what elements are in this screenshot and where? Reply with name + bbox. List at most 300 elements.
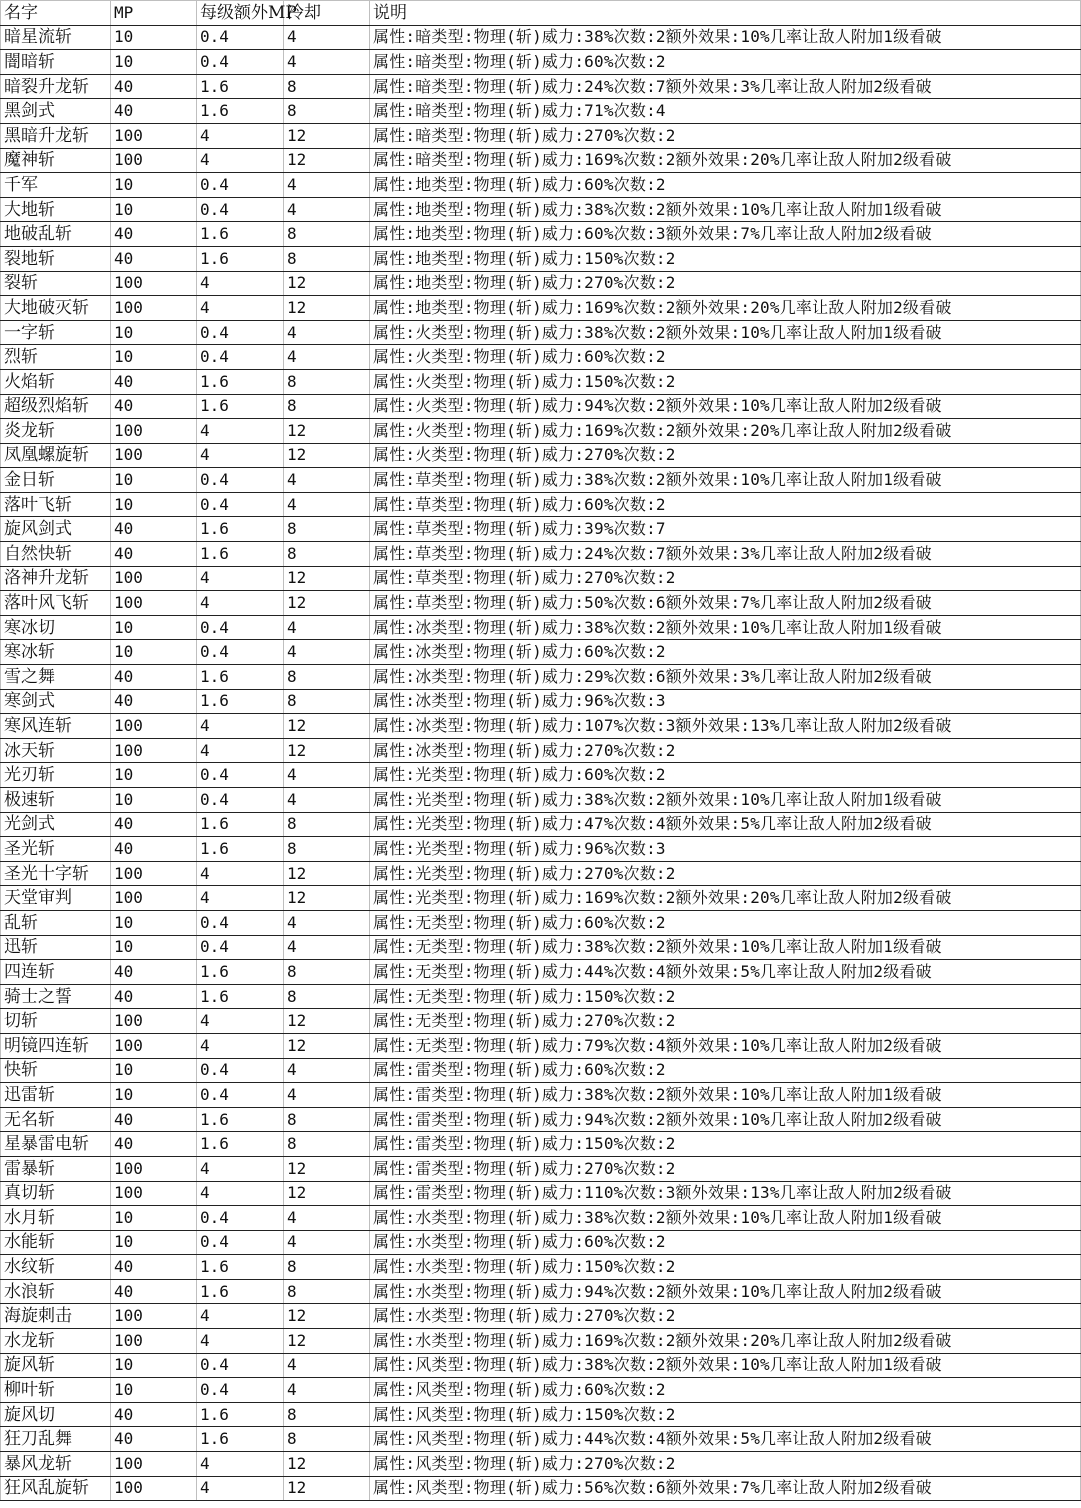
mp-cell: 10: [111, 1058, 197, 1083]
description-cell: 属性:无类型:物理(斩)威力:38%次数:2额外效果:10%几率让敌人附加1级看破: [370, 935, 1081, 960]
table-row: [1, 1255, 1081, 1280]
mp-cell: 10: [111, 50, 197, 75]
extra-mp-cell: 4: [197, 1009, 284, 1034]
cooldown-cell: 4: [284, 640, 370, 665]
extra-mp-cell: 1.6: [197, 984, 284, 1009]
table-row: [1, 788, 1081, 813]
cooldown-cell: 8: [284, 1279, 370, 1304]
skill-name-cell: 黑暗升龙斩: [1, 123, 111, 148]
skill-name-cell: 旋风切: [1, 1402, 111, 1427]
extra-mp-cell: 4: [197, 886, 284, 911]
header-description: 说明: [370, 1, 1081, 26]
skill-name-cell: 冰天斩: [1, 738, 111, 763]
description-cell: 属性:草类型:物理(斩)威力:38%次数:2额外效果:10%几率让敌人附加1级看破: [370, 468, 1081, 493]
table-row: [1, 542, 1081, 567]
mp-cell: 40: [111, 1255, 197, 1280]
cooldown-cell: 12: [284, 886, 370, 911]
cooldown-cell: 4: [284, 492, 370, 517]
mp-cell: 40: [111, 984, 197, 1009]
mp-cell: 40: [111, 542, 197, 567]
table-row: [1, 1206, 1081, 1231]
table-row: [1, 861, 1081, 886]
description-cell: 属性:无类型:物理(斩)威力:270%次数:2: [370, 1009, 1081, 1034]
extra-mp-cell: 4: [197, 738, 284, 763]
skill-name-cell: 柳叶斩: [1, 1378, 111, 1403]
description-cell: 属性:风类型:物理(斩)威力:44%次数:4额外效果:5%几率让敌人附加2级看破: [370, 1427, 1081, 1452]
mp-cell: 10: [111, 788, 197, 813]
skill-name-cell: 落叶飞斩: [1, 492, 111, 517]
mp-cell: 40: [111, 394, 197, 419]
skill-name-cell: 大地破灭斩: [1, 296, 111, 321]
skill-name-cell: 寒冰切: [1, 615, 111, 640]
cooldown-cell: 12: [284, 443, 370, 468]
mp-cell: 40: [111, 1402, 197, 1427]
skill-name-cell: 水能斩: [1, 1230, 111, 1255]
extra-mp-cell: 0.4: [197, 320, 284, 345]
table-row: [1, 812, 1081, 837]
description-cell: 属性:无类型:物理(斩)威力:44%次数:4额外效果:5%几率让敌人附加2级看破: [370, 960, 1081, 985]
mp-cell: 10: [111, 492, 197, 517]
skill-name-cell: 水月斩: [1, 1206, 111, 1231]
description-cell: 属性:水类型:物理(斩)威力:38%次数:2额外效果:10%几率让敌人附加1级看破: [370, 1206, 1081, 1231]
description-cell: 属性:风类型:物理(斩)威力:150%次数:2: [370, 1402, 1081, 1427]
extra-mp-cell: 4: [197, 1476, 284, 1501]
mp-cell: 100: [111, 714, 197, 739]
extra-mp-cell: 1.6: [197, 1255, 284, 1280]
extra-mp-cell: 1.6: [197, 1107, 284, 1132]
mp-cell: 40: [111, 837, 197, 862]
cooldown-cell: 8: [284, 517, 370, 542]
mp-cell: 10: [111, 197, 197, 222]
description-cell: 属性:风类型:物理(斩)威力:60%次数:2: [370, 1378, 1081, 1403]
extra-mp-cell: 4: [197, 566, 284, 591]
skill-name-cell: 超级烈焰斩: [1, 394, 111, 419]
mp-cell: 100: [111, 886, 197, 911]
cooldown-cell: 8: [284, 74, 370, 99]
skill-name-cell: 寒风连斩: [1, 714, 111, 739]
cooldown-cell: 12: [284, 1452, 370, 1477]
table-row: [1, 566, 1081, 591]
extra-mp-cell: 1.6: [197, 542, 284, 567]
skill-name-cell: 大地斩: [1, 197, 111, 222]
skill-name-cell: 凤凰螺旋斩: [1, 443, 111, 468]
table-row: [1, 296, 1081, 321]
skill-name-cell: 雷暴斩: [1, 1156, 111, 1181]
mp-cell: 100: [111, 566, 197, 591]
description-cell: 属性:暗类型:物理(斩)威力:60%次数:2: [370, 50, 1081, 75]
mp-cell: 40: [111, 246, 197, 271]
table-row: [1, 1033, 1081, 1058]
table-row: [1, 173, 1081, 198]
cooldown-cell: 4: [284, 197, 370, 222]
cooldown-cell: 4: [284, 1206, 370, 1231]
skill-name-cell: 骑士之誓: [1, 984, 111, 1009]
extra-mp-cell: 4: [197, 148, 284, 173]
extra-mp-cell: 4: [197, 1181, 284, 1206]
description-cell: 属性:无类型:物理(斩)威力:79%次数:4额外效果:10%几率让敌人附加2级看破: [370, 1033, 1081, 1058]
description-cell: 属性:草类型:物理(斩)威力:39%次数:7: [370, 517, 1081, 542]
table-row: [1, 320, 1081, 345]
extra-mp-cell: 0.4: [197, 1378, 284, 1403]
description-cell: 属性:暗类型:物理(斩)威力:24%次数:7额外效果:3%几率让敌人附加2级看破: [370, 74, 1081, 99]
description-cell: 属性:水类型:物理(斩)威力:270%次数:2: [370, 1304, 1081, 1329]
skill-name-cell: 暗裂升龙斩: [1, 74, 111, 99]
extra-mp-cell: 1.6: [197, 1427, 284, 1452]
table-row: [1, 640, 1081, 665]
description-cell: 属性:水类型:物理(斩)威力:94%次数:2额外效果:10%几率让敌人附加2级看破: [370, 1279, 1081, 1304]
description-cell: 属性:水类型:物理(斩)威力:150%次数:2: [370, 1255, 1081, 1280]
cooldown-cell: 4: [284, 320, 370, 345]
extra-mp-cell: 0.4: [197, 173, 284, 198]
table-row: [1, 615, 1081, 640]
extra-mp-cell: 0.4: [197, 1058, 284, 1083]
mp-cell: 100: [111, 1009, 197, 1034]
description-cell: 属性:雷类型:物理(斩)威力:60%次数:2: [370, 1058, 1081, 1083]
description-cell: 属性:地类型:物理(斩)威力:150%次数:2: [370, 246, 1081, 271]
skill-name-cell: 快斩: [1, 1058, 111, 1083]
skill-name-cell: 天堂审判: [1, 886, 111, 911]
extra-mp-cell: 4: [197, 591, 284, 616]
header-extra-mp: 每级额外MP: [197, 1, 284, 26]
description-cell: 属性:冰类型:物理(斩)威力:38%次数:2额外效果:10%几率让敌人附加1级看破: [370, 615, 1081, 640]
skill-name-cell: 光刃斩: [1, 763, 111, 788]
cooldown-cell: 8: [284, 394, 370, 419]
cooldown-cell: 12: [284, 1476, 370, 1501]
mp-cell: 10: [111, 615, 197, 640]
mp-cell: 10: [111, 935, 197, 960]
extra-mp-cell: 0.4: [197, 910, 284, 935]
extra-mp-cell: 0.4: [197, 1083, 284, 1108]
skill-name-cell: 海旋刺击: [1, 1304, 111, 1329]
description-cell: 属性:光类型:物理(斩)威力:60%次数:2: [370, 763, 1081, 788]
extra-mp-cell: 1.6: [197, 689, 284, 714]
table-row: [1, 935, 1081, 960]
table-body: [1, 25, 1081, 1501]
table-row: [1, 689, 1081, 714]
description-cell: 属性:暗类型:物理(斩)威力:71%次数:4: [370, 99, 1081, 124]
mp-cell: 100: [111, 296, 197, 321]
extra-mp-cell: 1.6: [197, 394, 284, 419]
cooldown-cell: 8: [284, 689, 370, 714]
cooldown-cell: 8: [284, 99, 370, 124]
skill-name-cell: 暗星流斩: [1, 25, 111, 50]
table-row: [1, 1402, 1081, 1427]
description-cell: 属性:冰类型:物理(斩)威力:270%次数:2: [370, 738, 1081, 763]
skill-name-cell: 暴风龙斩: [1, 1452, 111, 1477]
extra-mp-cell: 1.6: [197, 1402, 284, 1427]
cooldown-cell: 4: [284, 763, 370, 788]
mp-cell: 40: [111, 665, 197, 690]
skill-name-cell: 水纹斩: [1, 1255, 111, 1280]
mp-cell: 100: [111, 1033, 197, 1058]
mp-cell: 10: [111, 1230, 197, 1255]
extra-mp-cell: 4: [197, 443, 284, 468]
table-row: [1, 419, 1081, 444]
description-cell: 属性:草类型:物理(斩)威力:60%次数:2: [370, 492, 1081, 517]
cooldown-cell: 12: [284, 738, 370, 763]
header-name: 名字: [1, 1, 111, 26]
table-row: [1, 1476, 1081, 1501]
skill-name-cell: 闇暗斩: [1, 50, 111, 75]
mp-cell: 100: [111, 1452, 197, 1477]
table-row: [1, 1083, 1081, 1108]
extra-mp-cell: 0.4: [197, 468, 284, 493]
mp-cell: 100: [111, 123, 197, 148]
table-row: [1, 99, 1081, 124]
description-cell: 属性:水类型:物理(斩)威力:60%次数:2: [370, 1230, 1081, 1255]
table-row: [1, 960, 1081, 985]
description-cell: 属性:无类型:物理(斩)威力:60%次数:2: [370, 910, 1081, 935]
mp-cell: 40: [111, 222, 197, 247]
table-row: [1, 50, 1081, 75]
table-row: [1, 984, 1081, 1009]
cooldown-cell: 4: [284, 1353, 370, 1378]
cooldown-cell: 4: [284, 1230, 370, 1255]
extra-mp-cell: 1.6: [197, 1132, 284, 1157]
skill-name-cell: 旋风剑式: [1, 517, 111, 542]
cooldown-cell: 12: [284, 1304, 370, 1329]
cooldown-cell: 4: [284, 615, 370, 640]
cooldown-cell: 12: [284, 714, 370, 739]
table-row: [1, 1304, 1081, 1329]
extra-mp-cell: 1.6: [197, 517, 284, 542]
cooldown-cell: 8: [284, 812, 370, 837]
skill-name-cell: 圣光十字斩: [1, 861, 111, 886]
extra-mp-cell: 1.6: [197, 222, 284, 247]
extra-mp-cell: 4: [197, 1452, 284, 1477]
mp-cell: 10: [111, 1353, 197, 1378]
cooldown-cell: 4: [284, 345, 370, 370]
description-cell: 属性:风类型:物理(斩)威力:270%次数:2: [370, 1452, 1081, 1477]
description-cell: 属性:风类型:物理(斩)威力:38%次数:2额外效果:10%几率让敌人附加1级看破: [370, 1353, 1081, 1378]
table-row: [1, 123, 1081, 148]
skill-name-cell: 金日斩: [1, 468, 111, 493]
mp-cell: 40: [111, 1279, 197, 1304]
description-cell: 属性:火类型:物理(斩)威力:150%次数:2: [370, 369, 1081, 394]
skill-name-cell: 水浪斩: [1, 1279, 111, 1304]
skill-name-cell: 狂刀乱舞: [1, 1427, 111, 1452]
skill-name-cell: 迅雷斩: [1, 1083, 111, 1108]
description-cell: 属性:雷类型:物理(斩)威力:270%次数:2: [370, 1156, 1081, 1181]
skill-name-cell: 无名斩: [1, 1107, 111, 1132]
table-row: [1, 197, 1081, 222]
mp-cell: 10: [111, 468, 197, 493]
extra-mp-cell: 1.6: [197, 74, 284, 99]
cooldown-cell: 4: [284, 788, 370, 813]
mp-cell: 10: [111, 320, 197, 345]
description-cell: 属性:风类型:物理(斩)威力:56%次数:6额外效果:7%几率让敌人附加2级看破: [370, 1476, 1081, 1501]
cooldown-cell: 4: [284, 1083, 370, 1108]
table-header-row: [1, 1, 1081, 26]
skill-name-cell: 洛神升龙斩: [1, 566, 111, 591]
skill-name-cell: 旋风斩: [1, 1353, 111, 1378]
mp-cell: 40: [111, 1107, 197, 1132]
description-cell: 属性:草类型:物理(斩)威力:270%次数:2: [370, 566, 1081, 591]
mp-cell: 10: [111, 1083, 197, 1108]
description-cell: 属性:火类型:物理(斩)威力:38%次数:2额外效果:10%几率让敌人附加1级看破: [370, 320, 1081, 345]
extra-mp-cell: 1.6: [197, 1279, 284, 1304]
description-cell: 属性:光类型:物理(斩)威力:169%次数:2额外效果:20%几率让敌人附加2级看破: [370, 886, 1081, 911]
mp-cell: 10: [111, 1206, 197, 1231]
mp-cell: 100: [111, 1476, 197, 1501]
skill-name-cell: 乱斩: [1, 910, 111, 935]
skill-name-cell: 四连斩: [1, 960, 111, 985]
description-cell: 属性:雷类型:物理(斩)威力:150%次数:2: [370, 1132, 1081, 1157]
mp-cell: 100: [111, 1156, 197, 1181]
table-row: [1, 738, 1081, 763]
cooldown-cell: 12: [284, 148, 370, 173]
cooldown-cell: 4: [284, 25, 370, 50]
mp-cell: 40: [111, 517, 197, 542]
description-cell: 属性:地类型:物理(斩)威力:60%次数:2: [370, 173, 1081, 198]
skill-name-cell: 寒冰斩: [1, 640, 111, 665]
extra-mp-cell: 1.6: [197, 960, 284, 985]
description-cell: 属性:草类型:物理(斩)威力:24%次数:7额外效果:3%几率让敌人附加2级看破: [370, 542, 1081, 567]
extra-mp-cell: 1.6: [197, 812, 284, 837]
description-cell: 属性:地类型:物理(斩)威力:60%次数:3额外效果:7%几率让敌人附加2级看破: [370, 222, 1081, 247]
mp-cell: 100: [111, 738, 197, 763]
mp-cell: 10: [111, 25, 197, 50]
mp-cell: 40: [111, 99, 197, 124]
table-row: [1, 492, 1081, 517]
table-row: [1, 1378, 1081, 1403]
skill-name-cell: 地破乱斩: [1, 222, 111, 247]
mp-cell: 10: [111, 910, 197, 935]
skill-name-cell: 落叶风飞斩: [1, 591, 111, 616]
cooldown-cell: 8: [284, 960, 370, 985]
description-cell: 属性:暗类型:物理(斩)威力:38%次数:2额外效果:10%几率让敌人附加1级看破: [370, 25, 1081, 50]
table-row: [1, 345, 1081, 370]
skill-name-cell: 烈斩: [1, 345, 111, 370]
description-cell: 属性:冰类型:物理(斩)威力:107%次数:3额外效果:13%几率让敌人附加2级看破: [370, 714, 1081, 739]
mp-cell: 40: [111, 812, 197, 837]
table-row: [1, 1107, 1081, 1132]
table-row: [1, 1230, 1081, 1255]
description-cell: 属性:火类型:物理(斩)威力:169%次数:2额外效果:20%几率让敌人附加2级看破: [370, 419, 1081, 444]
cooldown-cell: 12: [284, 1009, 370, 1034]
table-row: [1, 910, 1081, 935]
mp-cell: 40: [111, 1132, 197, 1157]
mp-cell: 100: [111, 591, 197, 616]
description-cell: 属性:雷类型:物理(斩)威力:38%次数:2额外效果:10%几率让敌人附加1级看破: [370, 1083, 1081, 1108]
cooldown-cell: 8: [284, 222, 370, 247]
table-row: [1, 886, 1081, 911]
header-cooldown: 冷却: [284, 1, 370, 26]
mp-cell: 10: [111, 763, 197, 788]
skill-name-cell: 黑剑式: [1, 99, 111, 124]
description-cell: 属性:冰类型:物理(斩)威力:60%次数:2: [370, 640, 1081, 665]
skill-name-cell: 圣光斩: [1, 837, 111, 862]
extra-mp-cell: 0.4: [197, 25, 284, 50]
extra-mp-cell: 4: [197, 419, 284, 444]
table-row: [1, 1132, 1081, 1157]
cooldown-cell: 8: [284, 1427, 370, 1452]
extra-mp-cell: 0.4: [197, 197, 284, 222]
cooldown-cell: 12: [284, 1033, 370, 1058]
description-cell: 属性:光类型:物理(斩)威力:270%次数:2: [370, 861, 1081, 886]
extra-mp-cell: 4: [197, 1304, 284, 1329]
mp-cell: 10: [111, 640, 197, 665]
extra-mp-cell: 0.4: [197, 345, 284, 370]
extra-mp-cell: 0.4: [197, 492, 284, 517]
extra-mp-cell: 4: [197, 1033, 284, 1058]
description-cell: 属性:暗类型:物理(斩)威力:169%次数:2额外效果:20%几率让敌人附加2级看破: [370, 148, 1081, 173]
skill-name-cell: 极速斩: [1, 788, 111, 813]
table-row: [1, 1058, 1081, 1083]
description-cell: 属性:光类型:物理(斩)威力:47%次数:4额外效果:5%几率让敌人附加2级看破: [370, 812, 1081, 837]
cooldown-cell: 12: [284, 271, 370, 296]
cooldown-cell: 4: [284, 173, 370, 198]
table-row: [1, 394, 1081, 419]
description-cell: 属性:水类型:物理(斩)威力:169%次数:2额外效果:20%几率让敌人附加2级看破: [370, 1329, 1081, 1354]
extra-mp-cell: 0.4: [197, 640, 284, 665]
table-row: [1, 837, 1081, 862]
skill-name-cell: 迅斩: [1, 935, 111, 960]
cooldown-cell: 12: [284, 1156, 370, 1181]
cooldown-cell: 12: [284, 419, 370, 444]
extra-mp-cell: 4: [197, 123, 284, 148]
description-cell: 属性:火类型:物理(斩)威力:270%次数:2: [370, 443, 1081, 468]
description-cell: 属性:冰类型:物理(斩)威力:96%次数:3: [370, 689, 1081, 714]
extra-mp-cell: 0.4: [197, 935, 284, 960]
extra-mp-cell: 0.4: [197, 615, 284, 640]
cooldown-cell: 8: [284, 542, 370, 567]
cooldown-cell: 4: [284, 910, 370, 935]
skill-name-cell: 火焰斩: [1, 369, 111, 394]
extra-mp-cell: 4: [197, 714, 284, 739]
cooldown-cell: 8: [284, 1255, 370, 1280]
cooldown-cell: 12: [284, 296, 370, 321]
extra-mp-cell: 0.4: [197, 1353, 284, 1378]
mp-cell: 40: [111, 74, 197, 99]
table-row: [1, 148, 1081, 173]
cooldown-cell: 4: [284, 935, 370, 960]
mp-cell: 10: [111, 345, 197, 370]
mp-cell: 40: [111, 369, 197, 394]
cooldown-cell: 8: [284, 984, 370, 1009]
description-cell: 属性:地类型:物理(斩)威力:169%次数:2额外效果:20%几率让敌人附加2级看破: [370, 296, 1081, 321]
mp-cell: 40: [111, 1427, 197, 1452]
cooldown-cell: 12: [284, 1329, 370, 1354]
cooldown-cell: 8: [284, 369, 370, 394]
table-row: [1, 1353, 1081, 1378]
cooldown-cell: 8: [284, 1132, 370, 1157]
mp-cell: 10: [111, 173, 197, 198]
skill-name-cell: 雪之舞: [1, 665, 111, 690]
mp-cell: 100: [111, 1181, 197, 1206]
table-row: [1, 443, 1081, 468]
table-row: [1, 246, 1081, 271]
skill-name-cell: 裂地斩: [1, 246, 111, 271]
extra-mp-cell: 1.6: [197, 246, 284, 271]
extra-mp-cell: 0.4: [197, 50, 284, 75]
table-row: [1, 517, 1081, 542]
extra-mp-cell: 4: [197, 296, 284, 321]
description-cell: 属性:无类型:物理(斩)威力:150%次数:2: [370, 984, 1081, 1009]
description-cell: 属性:暗类型:物理(斩)威力:270%次数:2: [370, 123, 1081, 148]
cooldown-cell: 12: [284, 861, 370, 886]
mp-cell: 100: [111, 1329, 197, 1354]
table-row: [1, 591, 1081, 616]
table-row: [1, 74, 1081, 99]
extra-mp-cell: 4: [197, 271, 284, 296]
description-cell: 属性:雷类型:物理(斩)威力:110%次数:3额外效果:13%几率让敌人附加2级看破: [370, 1181, 1081, 1206]
description-cell: 属性:雷类型:物理(斩)威力:94%次数:2额外效果:10%几率让敌人附加2级看破: [370, 1107, 1081, 1132]
extra-mp-cell: 4: [197, 861, 284, 886]
table-row: [1, 1009, 1081, 1034]
cooldown-cell: 12: [284, 591, 370, 616]
cooldown-cell: 12: [284, 123, 370, 148]
